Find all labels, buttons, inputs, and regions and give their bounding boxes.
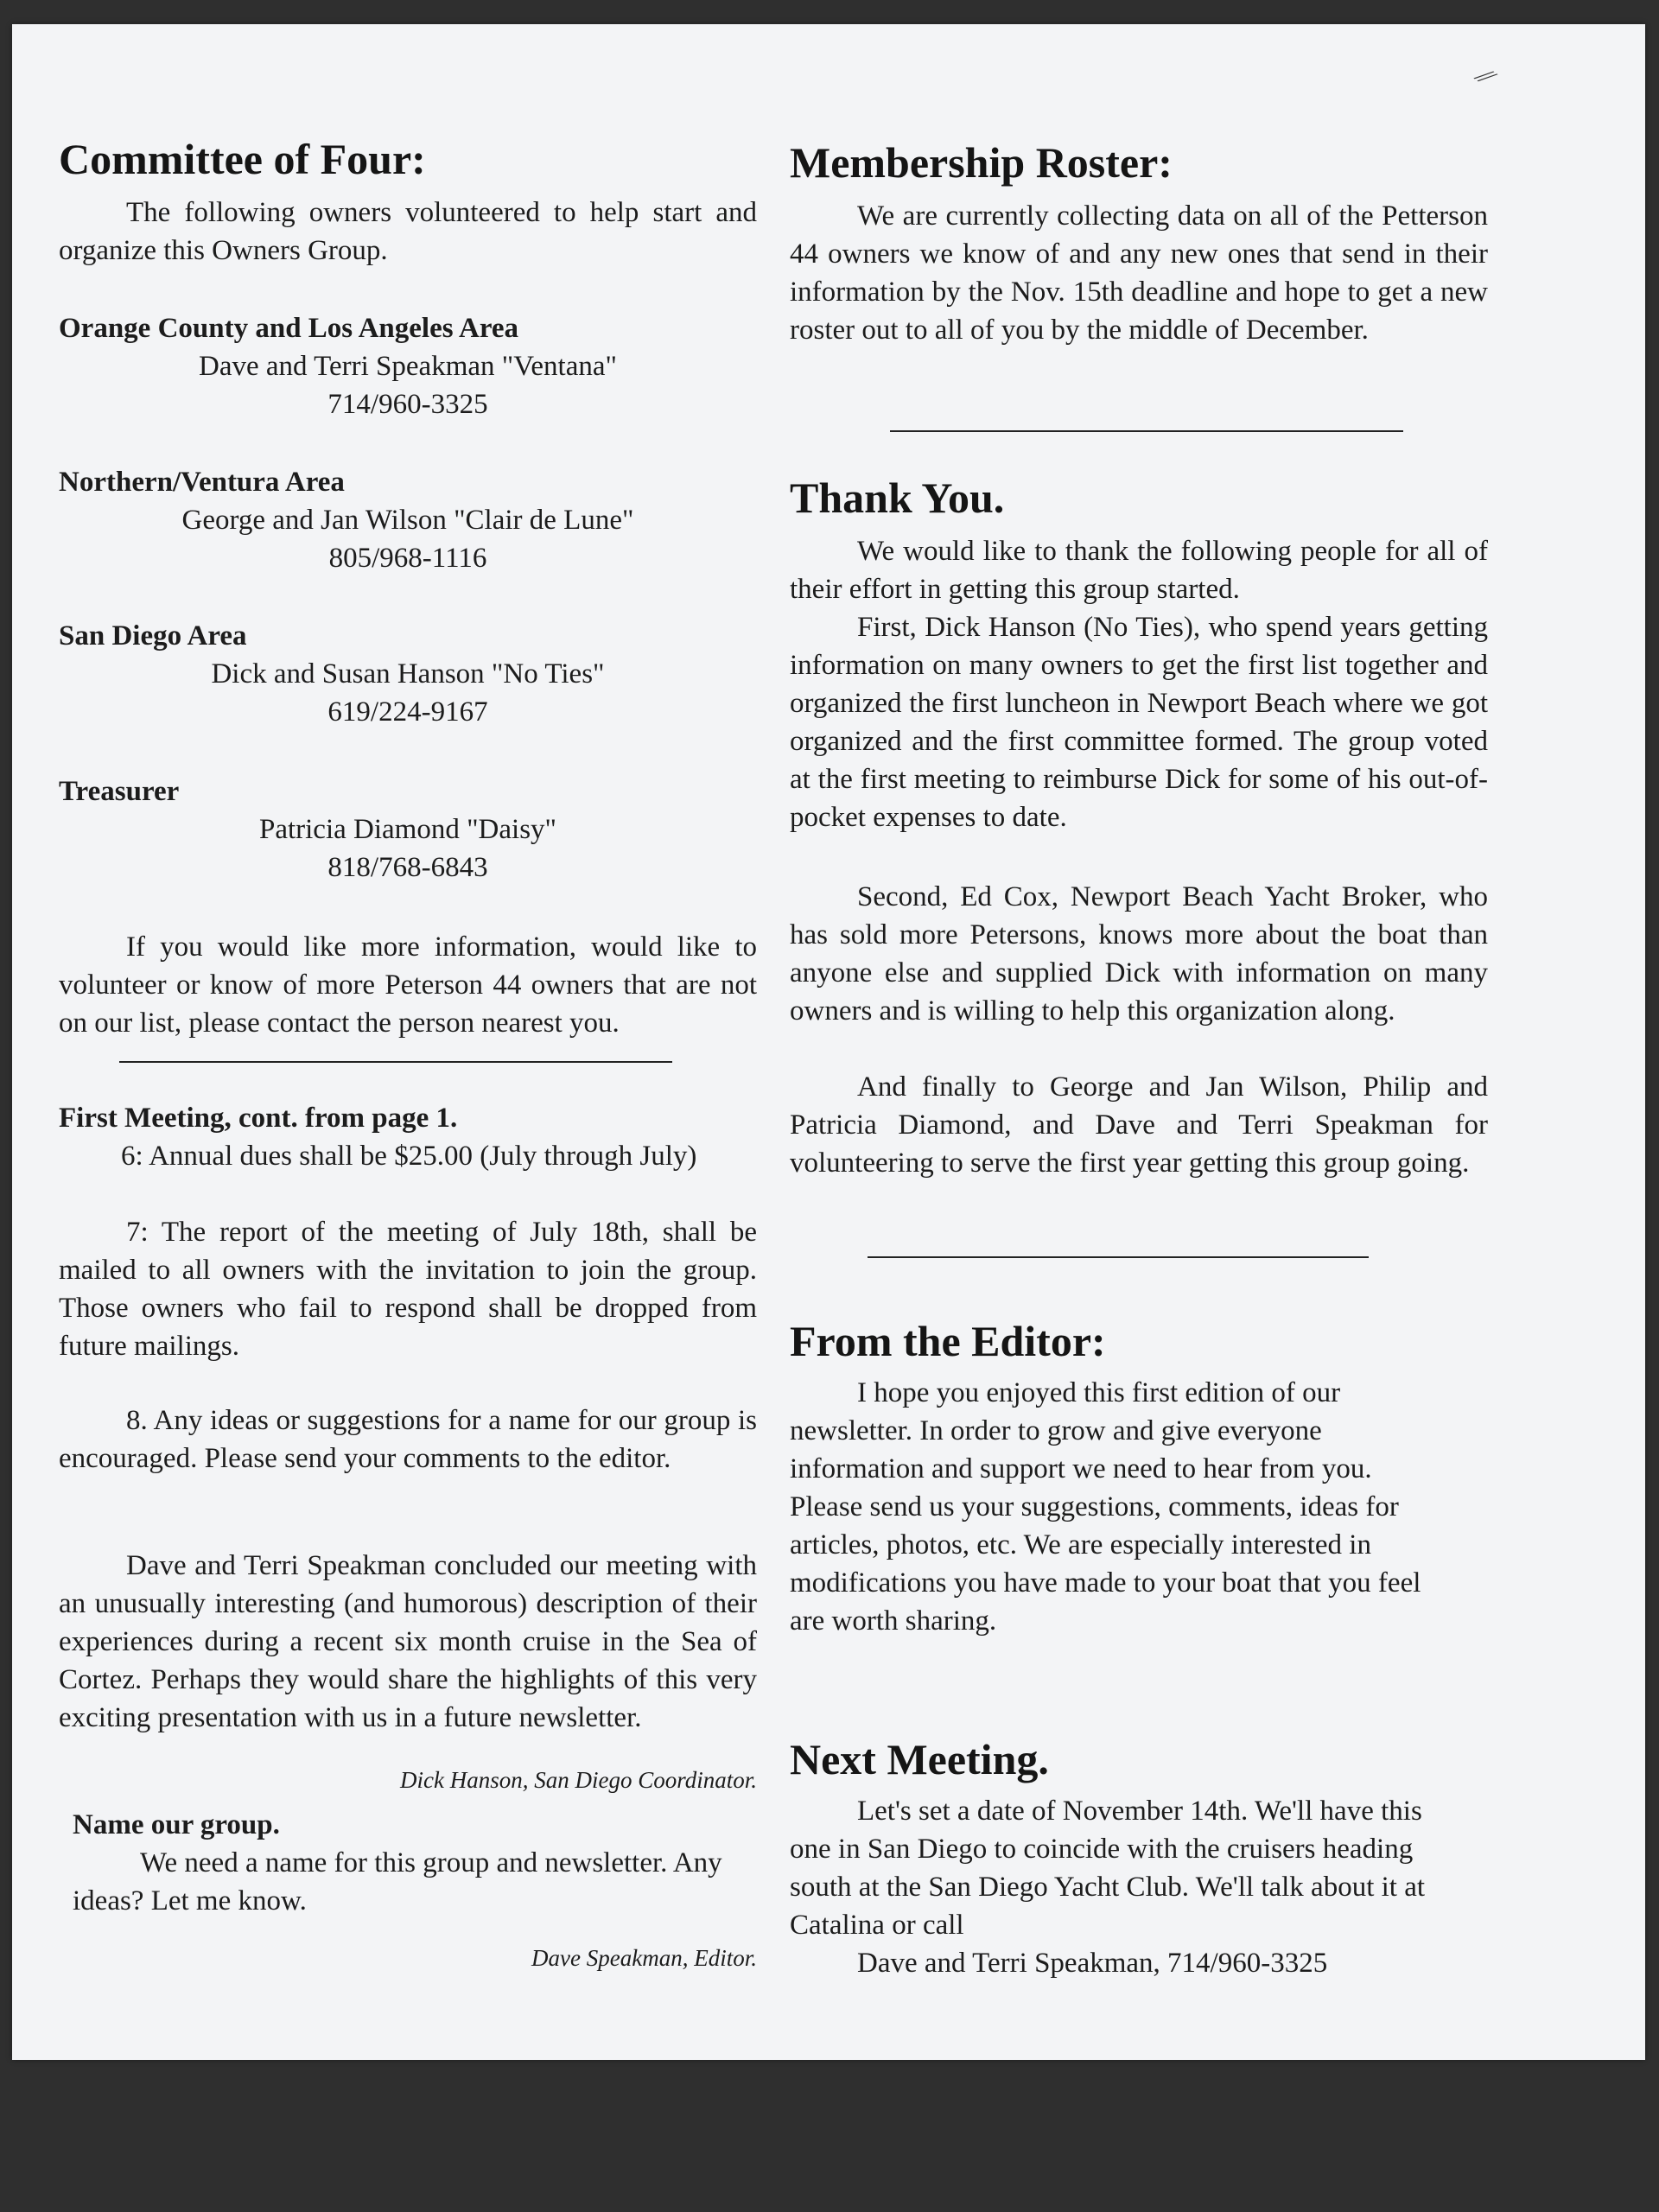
area-title: Orange County and Los Angeles Area: [59, 313, 519, 344]
roster-heading: Membership Roster:: [790, 138, 1173, 187]
editor-body: I hope you enjoyed this first edition of our newsletter. In order to grow and give everyone information and support we need to hear from you. Please send us your suggestions, comments, ideas for articles, photos, etc. We are especially interested in modifications you have made to your boat that you feel are worth sharing.: [790, 1377, 1421, 1637]
section-divider: [868, 1256, 1369, 1258]
area-names: Dave and Terri Speakman "Ventana": [198, 351, 617, 382]
next-meeting-heading: Next Meeting.: [790, 1735, 1049, 1783]
coordinator-signature: Dick Hanson, San Diego Coordinator.: [400, 1767, 757, 1793]
thanks-paragraph-2: First, Dick Hanson (No Ties), who spend years getting information on many owners to get the first list together and organized the first luncheon in Newport Beach where we got organized and the first committee formed. The group voted at the first meeting to reimburse Dick for some of his out-of-pocket expenses to date.: [790, 612, 1488, 833]
area-treasurer: [59, 772, 757, 887]
area-names: Patricia Diamond "Daisy": [258, 814, 557, 845]
next-meeting-body: Let's set a date of November 14th. We'll have this one in San Diego to coincide with the cruisers heading south at the San Diego Yacht Club. We'll talk about it at Catalina or call: [790, 1796, 1426, 1941]
contact-note: If you would like more information, would like to volunteer or know of more Peterson 44 owners that are not on our list, please contact the person nearest you.: [59, 931, 757, 1039]
thanks-paragraph-3: Second, Ed Cox, Newport Beach Yacht Broker, who has sold more Petersons, knows more about the boat than anyone else and supplied Dick with information on many owners and is willing to help this organization along.: [790, 881, 1488, 1027]
committee-heading: Committee of Four:: [59, 135, 426, 183]
roster-body: We are currently collecting data on all of the Petterson 44 owners we know of and any new ones that send in their information by the Nov. 15th deadline and hope to get a new roster out to all of you by the middle of December.: [790, 200, 1488, 346]
section-divider: [119, 1061, 672, 1063]
area-san-diego: [59, 617, 757, 731]
thanks-heading: Thank You.: [790, 474, 1005, 522]
editor-signature: Dave Speakman, Editor.: [531, 1945, 757, 1971]
name-group-heading: Name our group.: [73, 1809, 280, 1840]
next-meeting-contact: Dave and Terri Speakman, 714/960-3325: [857, 1948, 1328, 1979]
section-divider: [890, 430, 1403, 432]
area-names: George and Jan Wilson "Clair de Lune": [181, 505, 634, 536]
area-title: Northern/Ventura Area: [59, 467, 345, 498]
area-names: Dick and Susan Hanson "No Ties": [211, 658, 605, 690]
area-orange-county: [59, 309, 757, 423]
area-phone: 619/224-9167: [327, 696, 488, 728]
area-title: San Diego Area: [59, 620, 247, 652]
first-meeting-item-7: 7: The report of the meeting of July 18th, shall be mailed to all owners with the invitation to join the group. Those owners who fail to respond shall be dropped from future mailings.: [59, 1217, 757, 1362]
thanks-paragraph-4: And finally to George and Jan Wilson, Philip and Patricia Diamond, and Dave and Terri Speakman for volunteering to serve the first year getting this group going.: [790, 1071, 1488, 1179]
first-meeting-item-6: 6: Annual dues shall be $25.00 (July through July): [121, 1141, 697, 1172]
area-phone: 714/960-3325: [327, 389, 488, 420]
committee-intro: The following owners volunteered to help start and organize this Owners Group.: [59, 197, 757, 266]
name-group-body: We need a name for this group and newsletter. Any ideas? Let me know.: [73, 1847, 722, 1916]
newsletter-page: [12, 24, 1645, 2060]
editor-heading: From the Editor:: [790, 1317, 1106, 1365]
area-title: Treasurer: [59, 776, 180, 807]
pencil-mark-icon: ⁄⁄: [1473, 62, 1497, 91]
area-phone: 805/968-1116: [328, 543, 487, 574]
first-meeting-closing: Dave and Terri Speakman concluded our meeting with an unusually interesting (and humorous) description of their experiences during a recent six month cruise in the Sea of Cortez. Perhaps they would share the highlights of this very exciting presentation with us in a future newsletter.: [59, 1550, 757, 1733]
thanks-paragraph-1: We would like to thank the following people for all of their effort in getting this group started.: [790, 536, 1488, 605]
area-northern-ventura: [59, 463, 757, 577]
first-meeting-item-8: 8. Any ideas or suggestions for a name for our group is encouraged. Please send your comments to the editor.: [59, 1405, 757, 1474]
first-meeting-heading: First Meeting, cont. from page 1.: [59, 1103, 458, 1134]
area-phone: 818/768-6843: [327, 852, 488, 883]
